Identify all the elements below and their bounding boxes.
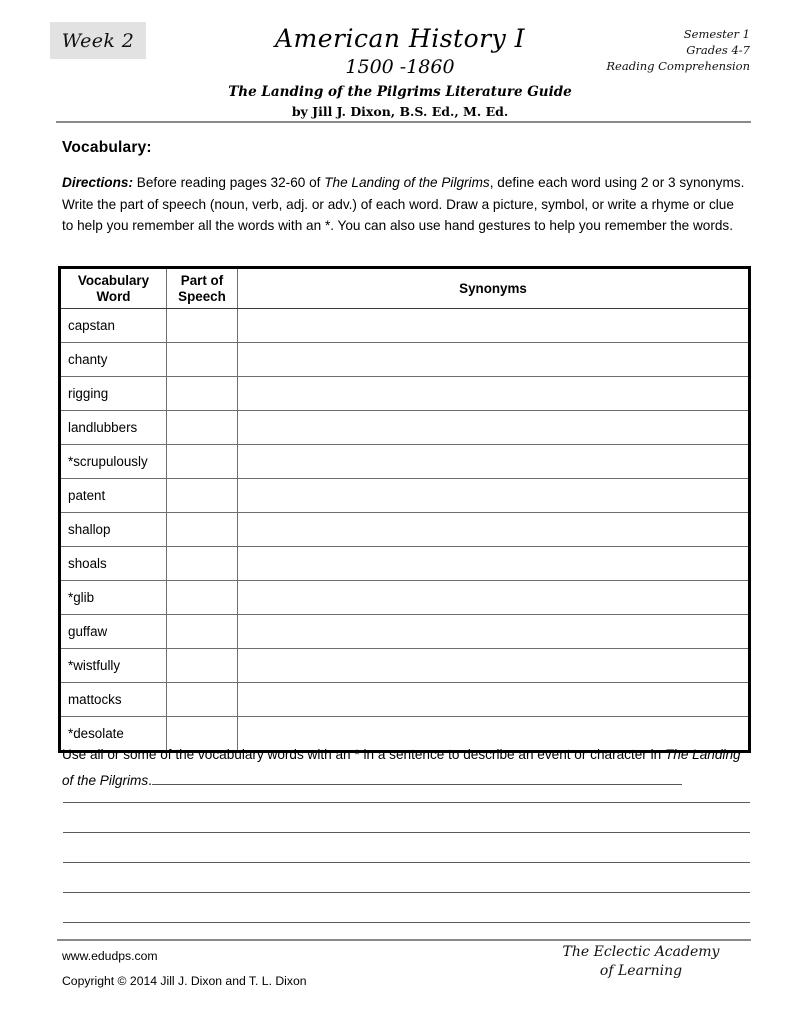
table-row — [60, 615, 750, 649]
meta-semester: Semester 1 — [683, 27, 750, 41]
footer-logo-line1: The Eclectic Academy — [562, 944, 720, 960]
part-of-speech-cell[interactable] — [167, 377, 238, 411]
sentence-prompt-text-1: Use all or some of the vocabulary words with an * in a sentence to describe an event or character in — [62, 747, 665, 762]
table-row — [60, 343, 750, 377]
synonyms-cell[interactable] — [238, 479, 750, 513]
column-header-vocabulary-word-line2: Word — [96, 288, 131, 304]
sentence-prompt-book-title: The Landing of the Pilgrims — [62, 747, 741, 788]
table-row — [60, 649, 750, 683]
synonyms-cell[interactable] — [238, 615, 750, 649]
table-row — [60, 547, 750, 581]
sentence-prompt — [62, 742, 750, 794]
answer-blank-line-0[interactable] — [152, 770, 682, 785]
column-header-vocabulary-word — [60, 268, 167, 309]
column-header-synonyms: Synonyms — [238, 268, 750, 309]
table-header — [60, 268, 750, 309]
vocabulary-word-cell: rigging — [60, 377, 167, 411]
table-row — [60, 377, 750, 411]
vocabulary-word-cell: *desolate — [60, 717, 167, 752]
part-of-speech-cell[interactable] — [167, 343, 238, 377]
synonyms-cell[interactable] — [238, 343, 750, 377]
synonyms-cell[interactable] — [238, 377, 750, 411]
vocabulary-table — [58, 266, 751, 753]
vocabulary-word-cell: mattocks — [60, 683, 167, 717]
vocabulary-word-cell: chanty — [60, 343, 167, 377]
footer-logo — [541, 943, 741, 981]
part-of-speech-cell[interactable] — [167, 445, 238, 479]
synonyms-cell[interactable] — [238, 411, 750, 445]
part-of-speech-cell[interactable] — [167, 309, 238, 343]
table-row — [60, 581, 750, 615]
page-header — [0, 0, 791, 124]
table-row — [60, 683, 750, 717]
directions-text-1: Before reading pages 32-60 of — [133, 175, 325, 190]
section-heading: Vocabulary: — [62, 139, 152, 156]
synonyms-cell[interactable] — [238, 513, 750, 547]
vocabulary-word-cell: patent — [60, 479, 167, 513]
footer-divider — [57, 939, 751, 941]
directions-label: Directions: — [62, 175, 134, 190]
vocabulary-word-cell: landlubbers — [60, 411, 167, 445]
table-row — [60, 445, 750, 479]
part-of-speech-cell[interactable] — [167, 615, 238, 649]
vocabulary-word-cell: *wistfully — [60, 649, 167, 683]
part-of-speech-cell[interactable] — [167, 547, 238, 581]
column-header-vocabulary-word-line1: Vocabulary — [77, 272, 150, 288]
synonyms-cell[interactable] — [238, 649, 750, 683]
vocabulary-word-cell: *scrupulously — [60, 445, 167, 479]
vocabulary-word-cell: shallop — [60, 513, 167, 547]
synonyms-cell[interactable] — [238, 309, 750, 343]
part-of-speech-cell[interactable] — [167, 649, 238, 683]
table-row — [60, 513, 750, 547]
table-row — [60, 479, 750, 513]
vocabulary-word-cell: guffaw — [60, 615, 167, 649]
date-range: 1500 -1860 — [345, 56, 455, 78]
answer-blank-line-4[interactable] — [63, 892, 750, 893]
sentence-prompt-text-2: . — [148, 773, 152, 788]
author-byline: by Jill J. Dixon, B.S. Ed., M. Ed. — [291, 104, 509, 119]
vocabulary-word-cell: *glib — [60, 581, 167, 615]
footer-copyright: Copyright © 2014 Jill J. Dixon and T. L. Dixon — [62, 974, 307, 988]
synonyms-cell[interactable] — [238, 445, 750, 479]
part-of-speech-cell[interactable] — [167, 581, 238, 615]
part-of-speech-cell[interactable] — [167, 411, 238, 445]
answer-blank-line-2[interactable] — [63, 832, 750, 833]
answer-blank-line-5[interactable] — [63, 922, 750, 923]
header-meta — [570, 26, 750, 74]
header-divider — [56, 121, 751, 123]
meta-grades: Grades 4-7 — [686, 43, 750, 57]
vocabulary-word-cell: shoals — [60, 547, 167, 581]
table-row — [60, 411, 750, 445]
page-title: American History I — [274, 24, 526, 53]
column-header-part-of-speech-line2: Speech — [178, 288, 226, 304]
part-of-speech-cell[interactable] — [167, 479, 238, 513]
directions-text-2: , define each word using 2 or 3 synonyms. Write the part of speech (noun, verb, adj. or adv.) of each word. Draw a picture, symbol, or write a rhyme or clue to help you remember all the words with an *. You can also use hand gestures to help you remember the words. — [62, 175, 745, 233]
table-header-row — [60, 268, 750, 309]
synonyms-cell[interactable] — [238, 581, 750, 615]
column-header-part-of-speech — [167, 268, 238, 309]
answer-blank-line-3[interactable] — [63, 862, 750, 863]
synonyms-cell[interactable] — [238, 683, 750, 717]
footer-website[interactable]: www.edudps.com — [62, 949, 158, 963]
footer-logo-line2: of Learning — [599, 963, 683, 979]
synonyms-cell[interactable] — [238, 547, 750, 581]
week-badge: Week 2 — [50, 22, 146, 59]
directions-paragraph — [62, 172, 746, 237]
answer-blank-line-1[interactable] — [63, 802, 750, 803]
meta-subject: Reading Comprehension — [606, 59, 750, 73]
directions-book-title: The Landing of the Pilgrims — [324, 175, 490, 190]
title-block — [180, 24, 620, 120]
vocabulary-word-cell: capstan — [60, 309, 167, 343]
table-body — [60, 309, 750, 752]
part-of-speech-cell[interactable] — [167, 683, 238, 717]
table-row — [60, 309, 750, 343]
column-header-part-of-speech-line1: Part of — [180, 272, 224, 288]
page-subtitle: The Landing of the Pilgrims Literature Guide — [228, 84, 572, 100]
footer-left — [62, 944, 307, 994]
part-of-speech-cell[interactable] — [167, 513, 238, 547]
